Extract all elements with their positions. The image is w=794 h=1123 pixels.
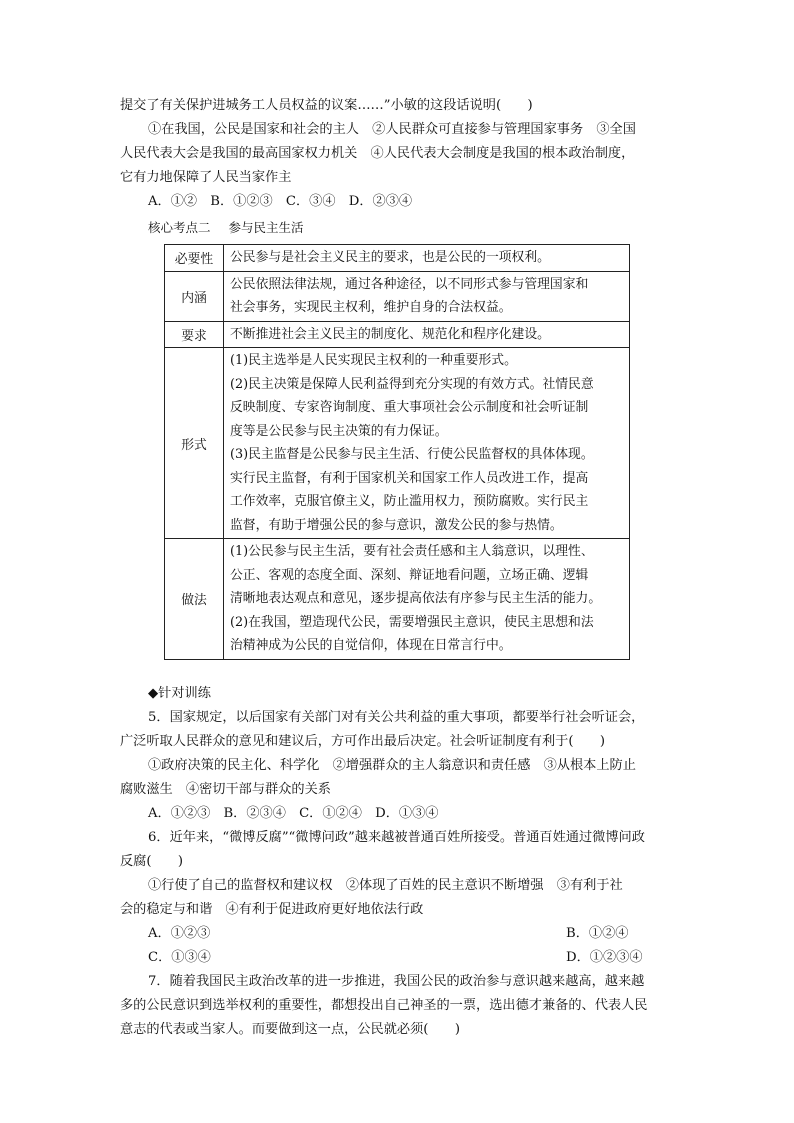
content-line: (1)公民参与民主生活，要有社会责任感和主人翁意识，以理性、 <box>230 544 594 559</box>
options-line-2: 人民代表大会是我国的最高国家权力机关 ④人民代表大会制度是我国的根本政治制度， <box>120 146 635 161</box>
answer-choices: A．①② B．①②③ C．③④ D．②③④ <box>148 194 413 209</box>
q6-stem-line-1: 6．近年来，“微博反腐”“微博问政”越来越被普通百姓所接受。普通百姓通过微博问政 <box>148 829 645 845</box>
row-content <box>224 245 630 272</box>
row-content <box>224 348 630 539</box>
content-line: (1)民主选举是人民实现民主权利的一种重要形式。 <box>230 353 517 368</box>
question-stem-continuation: 提交了有关保护进城务工人员权益的议案……”小敏的这段话说明( ) <box>120 98 533 113</box>
content-line: 工作效率，克服官僚主义，防止滥用权力，预防腐败。实行民主 <box>230 494 589 509</box>
content-line: (2)民主决策是保障人民利益得到充分实现的有效方式。社情民意 <box>230 376 594 392</box>
q7-stem-line-3: 意志的代表或当家人。而要做到这一点，公民就必须( ) <box>120 1021 460 1037</box>
section-subtitle: 参与民主生活 <box>228 220 304 235</box>
q5-stem-line-2: 广泛听取人民群众的意见和建议后，方可作出最后决定。社会听证制度有利于( ) <box>120 733 606 749</box>
content-line: 公正、客观的态度全面、深刻、辩证地看问题，立场正确、逻辑 <box>230 567 589 583</box>
q5-stem-line-1: 5．国家规定，以后国家有关部门对有关公共利益的重大事项，都要举行社会听证会， <box>148 709 645 725</box>
content-line: (2)在我国，塑造现代公民，需要增强民主意识，使民主思想和法 <box>230 614 594 630</box>
content-line: 社会事务，实现民主权利，维护自身的合法权益。 <box>230 300 512 315</box>
table-row <box>165 539 630 660</box>
row-label: 要求 <box>165 321 224 348</box>
training-heading: ◆针对训练 <box>148 685 211 701</box>
q5-options-line-2: 腐败滋生 ④密切干部与群众的关系 <box>120 781 331 797</box>
q6-answer-row-2 <box>120 946 652 970</box>
content-line: 反映制度、专家咨询制度、重大事项社会公示制度和社会听证制 <box>230 400 589 415</box>
table-row <box>165 348 630 539</box>
content-line: 治精神成为公民的自觉信仰，体现在日常言行中。 <box>230 638 512 653</box>
q6-options-line-1: ①行使了自己的监督权和建议权 ②体现了百姓的民主意识不断增强 ③有利于社 <box>148 877 623 893</box>
document-page <box>120 94 652 1042</box>
q6-choice-a: A．①②③ <box>148 925 211 941</box>
q6-answer-row-1 <box>120 922 652 946</box>
row-content <box>224 539 630 660</box>
content-line: 实行民主监督，有利于国家机关和国家工作人员改进工作，提高 <box>230 470 589 486</box>
q7-stem-line-1: 7．随着我国民主政治改革的进一步推进，我国公民的政治参与意识越来越高，越来越 <box>148 973 645 989</box>
content-line: (3)民主监督是公民参与民主生活、行使公民监督权的具体体现。 <box>230 447 594 462</box>
q6-choice-c: C．①③④ <box>148 949 211 965</box>
q7-stem-line-2: 多的公民意识到选举权利的重要性，都想投出自己神圣的一票，选出德才兼备的、代表人民 <box>120 997 648 1013</box>
row-content <box>224 321 630 348</box>
q6-choice-d: D．①②③④ <box>566 949 643 965</box>
table-row <box>165 245 630 272</box>
table-row <box>165 271 630 321</box>
content-line: 不断推进社会主义民主的制度化、规范化和程序化建设。 <box>230 326 550 342</box>
q5-options-line-1: ①政府决策的民主化、科学化 ②增强群众的主人翁意识和责任感 ③从根本上防止 <box>148 757 636 773</box>
q6-choice-b: B．①②④ <box>566 925 629 941</box>
content-line: 公民参与是社会主义民主的要求，也是公民的一项权利。 <box>230 250 550 265</box>
q5-answer-choices: A．①②③ B．②③④ C．①②④ D．①③④ <box>148 805 439 821</box>
key-points-table <box>164 244 630 660</box>
content-line: 监督，有助于增强公民的参与意识，激发公民的参与热情。 <box>230 517 563 533</box>
row-label: 形式 <box>165 348 224 539</box>
row-label: 必要性 <box>165 245 224 272</box>
content-line: 公民依照法律法规，通过各种途径，以不同形式参与管理国家和 <box>230 276 589 292</box>
q6-stem-line-2: 反腐( ) <box>120 853 184 869</box>
row-content <box>224 271 630 321</box>
q6-options-line-2: 会的稳定与和谐 ④有利于促进政府更好地依法行政 <box>120 901 424 917</box>
options-line-3: 它有力地保障了人民当家作主 <box>120 170 292 185</box>
content-line: 清晰地表达观点和意见，逐步提高依法有序参与民主生活的能力。 <box>230 591 602 606</box>
row-label: 做法 <box>165 539 224 660</box>
options-line-1: ①在我国，公民是国家和社会的主人 ②人民群众可直接参与管理国家事务 ③全国 <box>148 122 636 137</box>
row-label: 内涵 <box>165 271 224 321</box>
table-row <box>165 321 630 348</box>
content-line: 度等是公民参与民主决策的有力保证。 <box>230 423 448 439</box>
section-heading <box>120 216 652 240</box>
section-title: 核心考点二 <box>148 220 211 235</box>
